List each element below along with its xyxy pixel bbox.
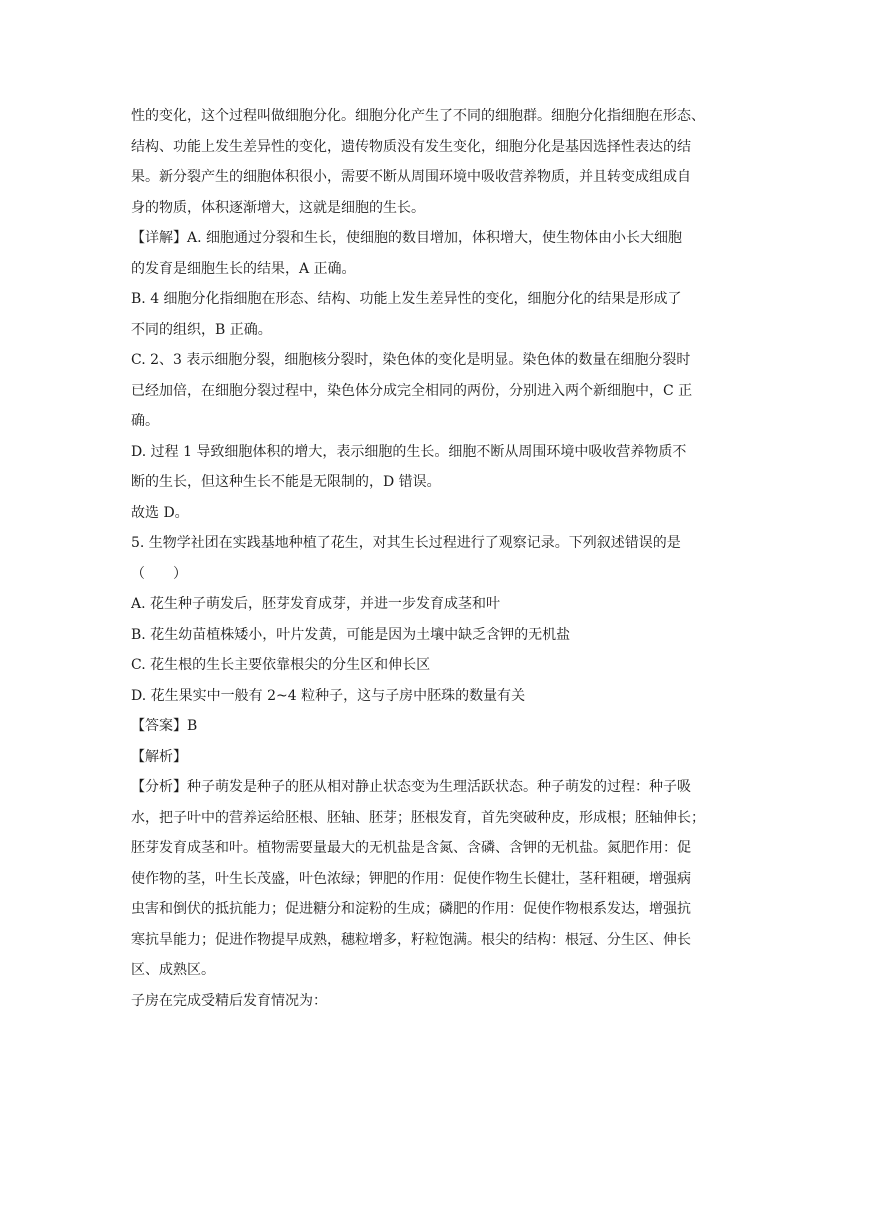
question-5-stem: 5. 生物学社团在实践基地种植了花生，对其生长过程进行了观察记录。下列叙述错误的是: [131, 535, 681, 551]
conclusion-line: 故选 D。: [131, 504, 189, 521]
option-b-explanation: B. 4 细胞分化指细胞在形态、结构、功能上发生差异性的变化，细胞分化的结果是形成了: [131, 291, 682, 307]
text-line: 断的生长，但这种生长不能是无限制的，D 错误。: [131, 474, 441, 490]
text-line: 已经加倍，在细胞分裂过程中，染色体分成完全相同的两份，分别进入两个新细胞中，C 正: [131, 382, 693, 399]
answer-line: 【答案】B: [131, 718, 198, 734]
document-body: [131, 101, 741, 1016]
text-line: 果。新分裂产生的细胞体积很小，需要不断从周围环境中吸收营养物质，并且转变成组成自: [131, 169, 691, 185]
analysis-line: 区、成熟区。: [131, 962, 215, 978]
question-5-option-c: C. 花生根的生长主要依靠根尖的分生区和伸长区: [131, 657, 431, 673]
analysis-line: 使作物的茎，叶生长茂盛，叶色浓绿；钾肥的作用：促使作物生长健壮，茎秆粗硬，增强病: [131, 870, 691, 887]
text-line: 确。: [131, 413, 159, 429]
analysis-line: 胚芽发育成茎和叶。植物需要量最大的无机盐是含氮、含磷、含钾的无机盐。氮肥作用：促: [131, 840, 691, 856]
question-5-option-d: D. 花生果实中一般有 2~4 粒种子，这与子房中胚珠的数量有关: [131, 687, 526, 704]
analysis-line: 子房在完成受精后发育情况为：: [131, 992, 327, 1009]
option-c-explanation: C. 2、3 表示细胞分裂，细胞核分裂时，染色体的变化是明显。染色体的数量在细胞分裂时: [131, 352, 691, 368]
question-5-option-a: A. 花生种子萌发后，胚芽发育成芽，并进一步发育成茎和叶: [131, 596, 501, 612]
text-line: 结构、功能上发生差异性的变化，遗传物质没有发生变化，细胞分化是基因选择性表达的结: [131, 138, 691, 155]
detail-heading-line: 【详解】A. 细胞通过分裂和生长，使细胞的数目增加，体积增大，使生物体由小长大细胞: [131, 230, 683, 246]
question-5-blank: （ ）: [131, 565, 187, 582]
analysis-heading: 【解析】: [131, 748, 187, 765]
text-line: 身的物质，体积逐渐增大，这就是细胞的生长。: [131, 199, 425, 216]
analysis-line: 水，把子叶中的营养运给胚根、胚轴、胚芽；胚根发育，首先突破种皮，形成根；胚轴伸长；: [131, 809, 705, 826]
question-5-option-b: B. 花生幼苗植株矮小，叶片发黄，可能是因为土壤中缺乏含钾的无机盐: [131, 626, 571, 643]
analysis-line: 【分析】种子萌发是种子的胚从相对静止状态变为生理活跃状态。种子萌发的过程：种子吸: [131, 779, 691, 795]
text-line: 不同的组织，B 正确。: [131, 321, 272, 338]
text-line: 的发育是细胞生长的结果，A 正确。: [131, 260, 356, 277]
analysis-line: 寒抗旱能力；促进作物提早成熟，穗粒增多，籽粒饱满。根尖的结构：根冠、分生区、伸长: [131, 931, 691, 948]
option-d-explanation: D. 过程 1 导致细胞体积的增大，表示细胞的生长。细胞不断从周围环境中吸收营养物质不: [131, 443, 687, 460]
analysis-line: 虫害和倒伏的抵抗能力；促进糖分和淀粉的生成；磷肥的作用：促使作物根系发达，增强抗: [131, 901, 691, 917]
text-line: 性的变化，这个过程叫做细胞分化。细胞分化产生了不同的细胞群。细胞分化指细胞在形态、: [131, 108, 705, 124]
